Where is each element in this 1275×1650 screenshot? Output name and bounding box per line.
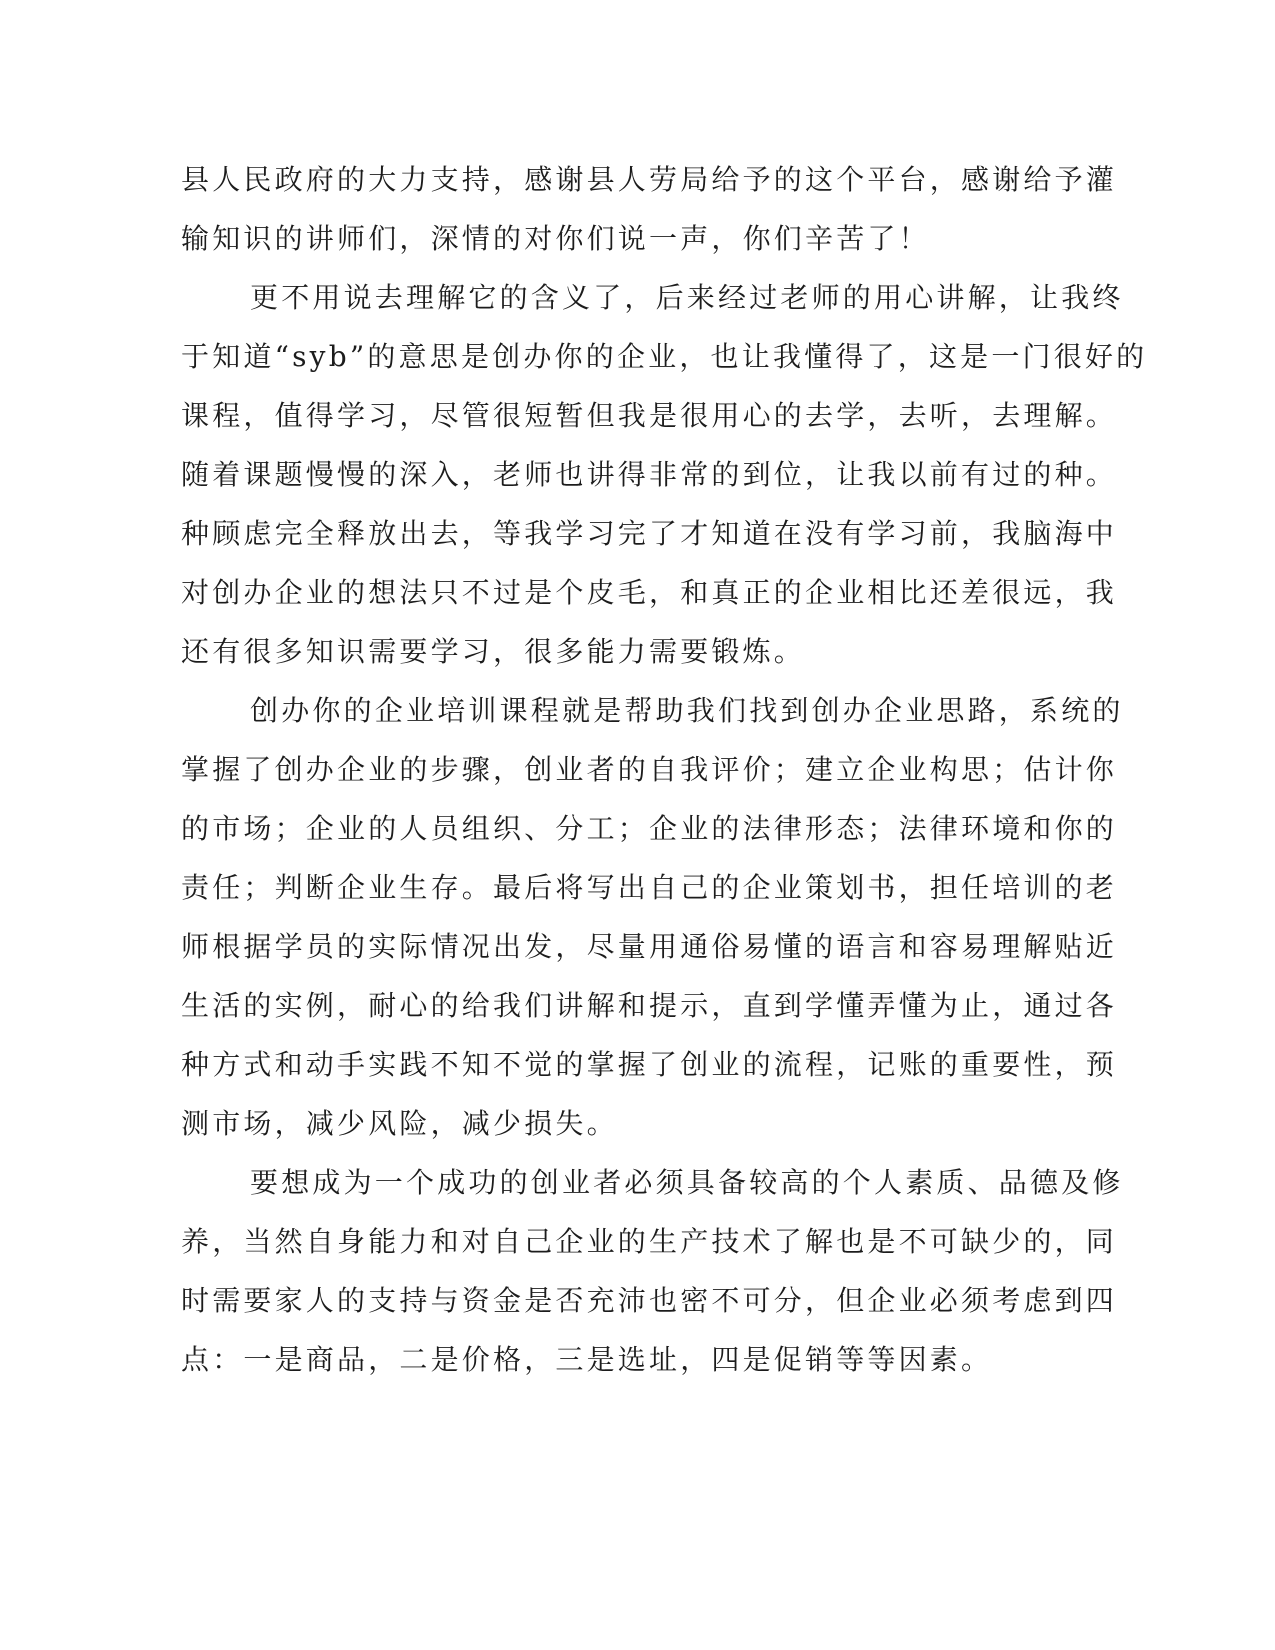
text-line: 输知识的讲师们，深情的对你们说一声，你们辛苦了！ — [181, 222, 930, 255]
text-line: 的市场；企业的人员组织、分工；企业的法律形态；法律环境和你的 — [181, 812, 1118, 845]
text-line: 对创办企业的想法只不过是个皮毛，和真正的企业相比还差很远，我 — [181, 576, 1118, 609]
text-line: 掌握了创办企业的步骤，创业者的自我评价；建立企业构思；估计你 — [181, 753, 1118, 786]
text-line: 种顾虑完全释放出去，等我学习完了才知道在没有学习前，我脑海中 — [181, 517, 1118, 550]
text-line: 生活的实例，耐心的给我们讲解和提示，直到学懂弄懂为止，通过各 — [181, 989, 1118, 1022]
text-line: 师根据学员的实际情况出发，尽量用通俗易懂的语言和容易理解贴近 — [181, 930, 1118, 963]
text-line: 还有很多知识需要学习，很多能力需要锻炼。 — [181, 635, 806, 668]
text-line: 县人民政府的大力支持，感谢县人劳局给予的这个平台，感谢给予灌 — [181, 163, 1118, 196]
paragraph-start-line: 创办你的企业培训课程就是帮助我们找到创办企业思路，系统的 — [250, 694, 1124, 727]
text-line: 于知道“syb”的意思是创办你的企业，也让我懂得了，这是一门很好的 — [181, 340, 1148, 373]
text-line: 随着课题慢慢的深入，老师也讲得非常的到位，让我以前有过的种。 — [181, 458, 1118, 491]
text-line: 时需要家人的支持与资金是否充沛也密不可分，但企业必须考虑到四 — [181, 1284, 1118, 1317]
paragraph-start-line: 要想成为一个成功的创业者必须具备较高的个人素质、品德及修 — [250, 1166, 1124, 1199]
text-line: 责任；判断企业生存。最后将写出自己的企业策划书，担任培训的老 — [181, 871, 1118, 904]
text-line: 养，当然自身能力和对自己企业的生产技术了解也是不可缺少的，同 — [181, 1225, 1118, 1258]
text-line: 点：一是商品，二是价格，三是选址，四是促销等等因素。 — [181, 1343, 993, 1376]
text-line: 种方式和动手实践不知不觉的掌握了创业的流程，记账的重要性，预 — [181, 1048, 1118, 1081]
text-line: 课程，值得学习，尽管很短暂但我是很用心的去学，去听，去理解。 — [181, 399, 1118, 432]
text-line: 测市场，减少风险，减少损失。 — [181, 1107, 618, 1140]
paragraph-start-line: 更不用说去理解它的含义了，后来经过老师的用心讲解，让我终 — [250, 281, 1124, 314]
